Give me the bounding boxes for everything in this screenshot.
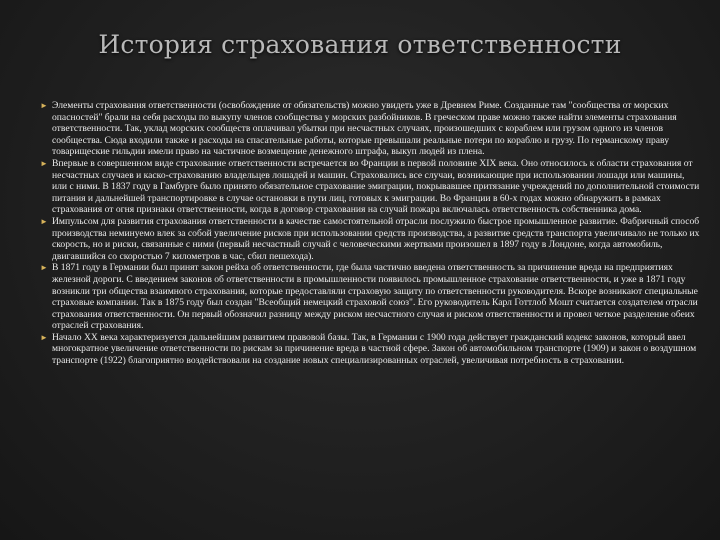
bullet-arrow-icon: ►: [40, 216, 48, 226]
paragraph-roman-greek-origins: [40, 100, 700, 158]
paragraph-germany-1871: [40, 262, 700, 332]
slide-title: История страхования ответственности: [98, 30, 622, 59]
paragraph-text: Начало XX века характеризуется дальнейшим развитием правовой базы. Так, в Германии с 1900 года действует гражданский кодекс законов, который ввел многократное увеличение ответственности по рискам за причинение вреда в частной сфере. Закон об автомобильном транспорте (1909) и закон о воздушном транспорте (1922) благоприятно воздействовали на создание новых специализированных отраслей, увеличивая потребность в страховании.: [52, 331, 697, 367]
bullet-arrow-icon: ►: [40, 263, 48, 273]
paragraph-text: Элементы страхования ответственности (освобождение от обязательств) можно увидеть уже в Древнем Риме. Созданные там "сообщества от морских опасностей" брали на себя расходы по выкупу членов сообщества у морских разбойников. В греческом праве можно также найти элементы страхования ответственности. Так, уклад морских сообществ оплачивал убытки при несчастных случаях, произошедших с кораблем или грузом одного из членов сообщества. Сюда входили также и расходы на спасательные работы, которые превышали реальные потери по кораблю и грузу. По германскому праву товарищеские гильдии имели право на частичное возмещение денежного штрафа, выкуп людей из плена.: [52, 100, 677, 158]
paragraph-text: В 1871 году в Германии был принят закон рейха об ответственности, где была частично введена ответственность за причинение вреда на предприятиях железной дороги. С введением законов об ответственности в промышленности появилось промышленное страхование ответственности, и уже в 1871 году возникли три общества взаимного страхования, которые предоставляли страховую защиту по ответственности руководителя. Вскоре возникают специальные страховые компании. Так в 1875 году был создан "Всеобщий немецкий страховой союз". Его руководитель Карл Готтлоб Мошт считается создателем отрасли страхования ответственности. Он первый обозначил разницу между риском несчастного случая и риском ответственности и провел четкое разделение обеих отраслей страхования.: [52, 262, 698, 332]
slide-body: [40, 100, 700, 540]
paragraph-france-19th-century: [40, 158, 700, 216]
paragraph-text: Впервые в совершенном виде страхование ответственности встречается во Франции в первой половине XIX века. Оно относилось к области страхования от несчастных случаев и каско-страхованию владельцев лошадей и машин. Страховались все случаи, возникающие при использовании лошади или машины, или с ними. В 1837 году в Гамбурге было принято обязательное страхование эмиграции, покрывавшее притязание учреждений по дополнительной стоимости питания и дальнейшей транспортировке в случае остановки в пути лиц, готовых к эмиграции. Во Франции в 60-х годах можно обнаружить в рамках страхования от огня признаки ответственности, когда в договор страхования на случай пожара включалась ответственность собственника дома.: [52, 157, 700, 216]
bullet-arrow-icon: ►: [40, 332, 48, 342]
paragraph-industrial-impulse: [40, 216, 700, 262]
paragraph-text: Импульсом для развития страхования ответственности в качестве самостоятельной отрасли послужило быстрое промышленное развитие. Фабричный способ производства неминуемо влек за собой увеличение рисков при использовании средств производства, а развитие средств транспорта увеличивало не только их скорость, но и риски, связанные с ними (первый несчастный случай с человеческими жертвами произошел в 1897 году в Лондоне, когда автомобиль, двигавшийся со скоростью 7 километров в час, сбил пешехода).: [52, 215, 700, 262]
paragraph-early-20th-century: [40, 332, 700, 367]
bullet-arrow-icon: ►: [40, 101, 48, 110]
bullet-arrow-icon: ►: [40, 158, 48, 168]
